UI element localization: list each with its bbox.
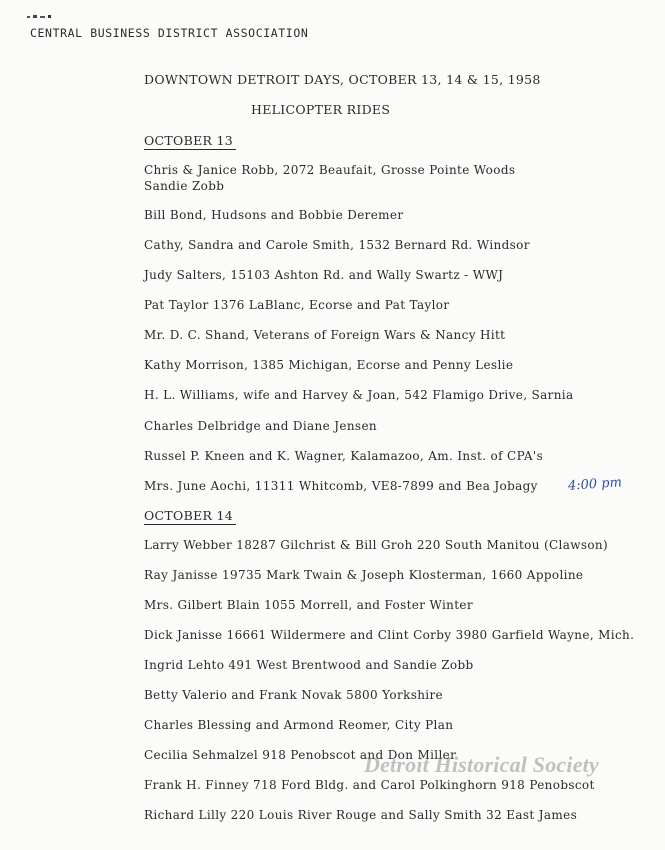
list-item: Ray Janisse 19735 Mark Twain & Joseph Klosterman, 1660 Appoline [144, 568, 584, 582]
list-item: Pat Taylor 1376 LaBlanc, Ecorse and Pat Taylor [144, 298, 450, 312]
list-item: Sandie Zobb [144, 179, 225, 193]
section-heading-oct-14: OCTOBER 14 [144, 508, 236, 525]
list-item: Mrs. Gilbert Blain 1055 Morrell, and Foster Winter [144, 598, 473, 612]
letterhead-mark-icon [26, 14, 56, 20]
document-title: DOWNTOWN DETROIT DAYS, OCTOBER 13, 14 & 15, 1958 [144, 72, 541, 87]
list-item: Cathy, Sandra and Carole Smith, 1532 Bernard Rd. Windsor [144, 238, 530, 252]
handwritten-time-note: 4:00 pm [567, 475, 623, 494]
list-item: Charles Delbridge and Diane Jensen [144, 419, 377, 433]
list-item: Judy Salters, 15103 Ashton Rd. and Wally Swartz - WWJ [144, 268, 504, 282]
list-item: Betty Valerio and Frank Novak 5800 Yorkshire [144, 688, 444, 702]
list-item: Bill Bond, Hudsons and Bobbie Deremer [144, 208, 404, 222]
list-item: Ingrid Lehto 491 West Brentwood and Sandie Zobb [144, 658, 474, 672]
list-item: Charles Blessing and Armond Reomer, City Plan [144, 718, 454, 732]
letterhead: CENTRAL BUSINESS DISTRICT ASSOCIATION [30, 26, 309, 40]
list-item: Dick Janisse 16661 Wildermere and Clint Corby 3980 Garfield Wayne, Mich. [144, 628, 635, 642]
list-item: Larry Webber 18287 Gilchrist & Bill Groh 220 South Manitou (Clawson) [144, 538, 609, 552]
document-subtitle: HELICOPTER RIDES [251, 102, 391, 117]
list-item: Russel P. Kneen and K. Wagner, Kalamazoo, Am. Inst. of CPA's [144, 449, 544, 463]
list-item: Frank H. Finney 718 Ford Bldg. and Carol Polkinghorn 918 Penobscot [144, 778, 595, 792]
watermark: Detroit Historical Society [364, 752, 599, 777]
list-item: Kathy Morrison, 1385 Michigan, Ecorse and Penny Leslie [144, 358, 514, 372]
list-item: Chris & Janice Robb, 2072 Beaufait, Grosse Pointe Woods [144, 163, 516, 177]
list-item: H. L. Williams, wife and Harvey & Joan, 542 Flamigo Drive, Sarnia [144, 388, 574, 402]
list-item: Cecilia Sehmalzel 918 Penobscot and Don Miller [144, 748, 457, 762]
list-item: Richard Lilly 220 Louis River Rouge and Sally Smith 32 East James [144, 808, 578, 822]
section-heading-oct-13: OCTOBER 13 [144, 133, 236, 150]
list-item: Mr. D. C. Shand, Veterans of Foreign Wars & Nancy Hitt [144, 328, 506, 342]
list-item: Mrs. June Aochi, 11311 Whitcomb, VE8-7899 and Bea Jobagy [144, 479, 538, 493]
